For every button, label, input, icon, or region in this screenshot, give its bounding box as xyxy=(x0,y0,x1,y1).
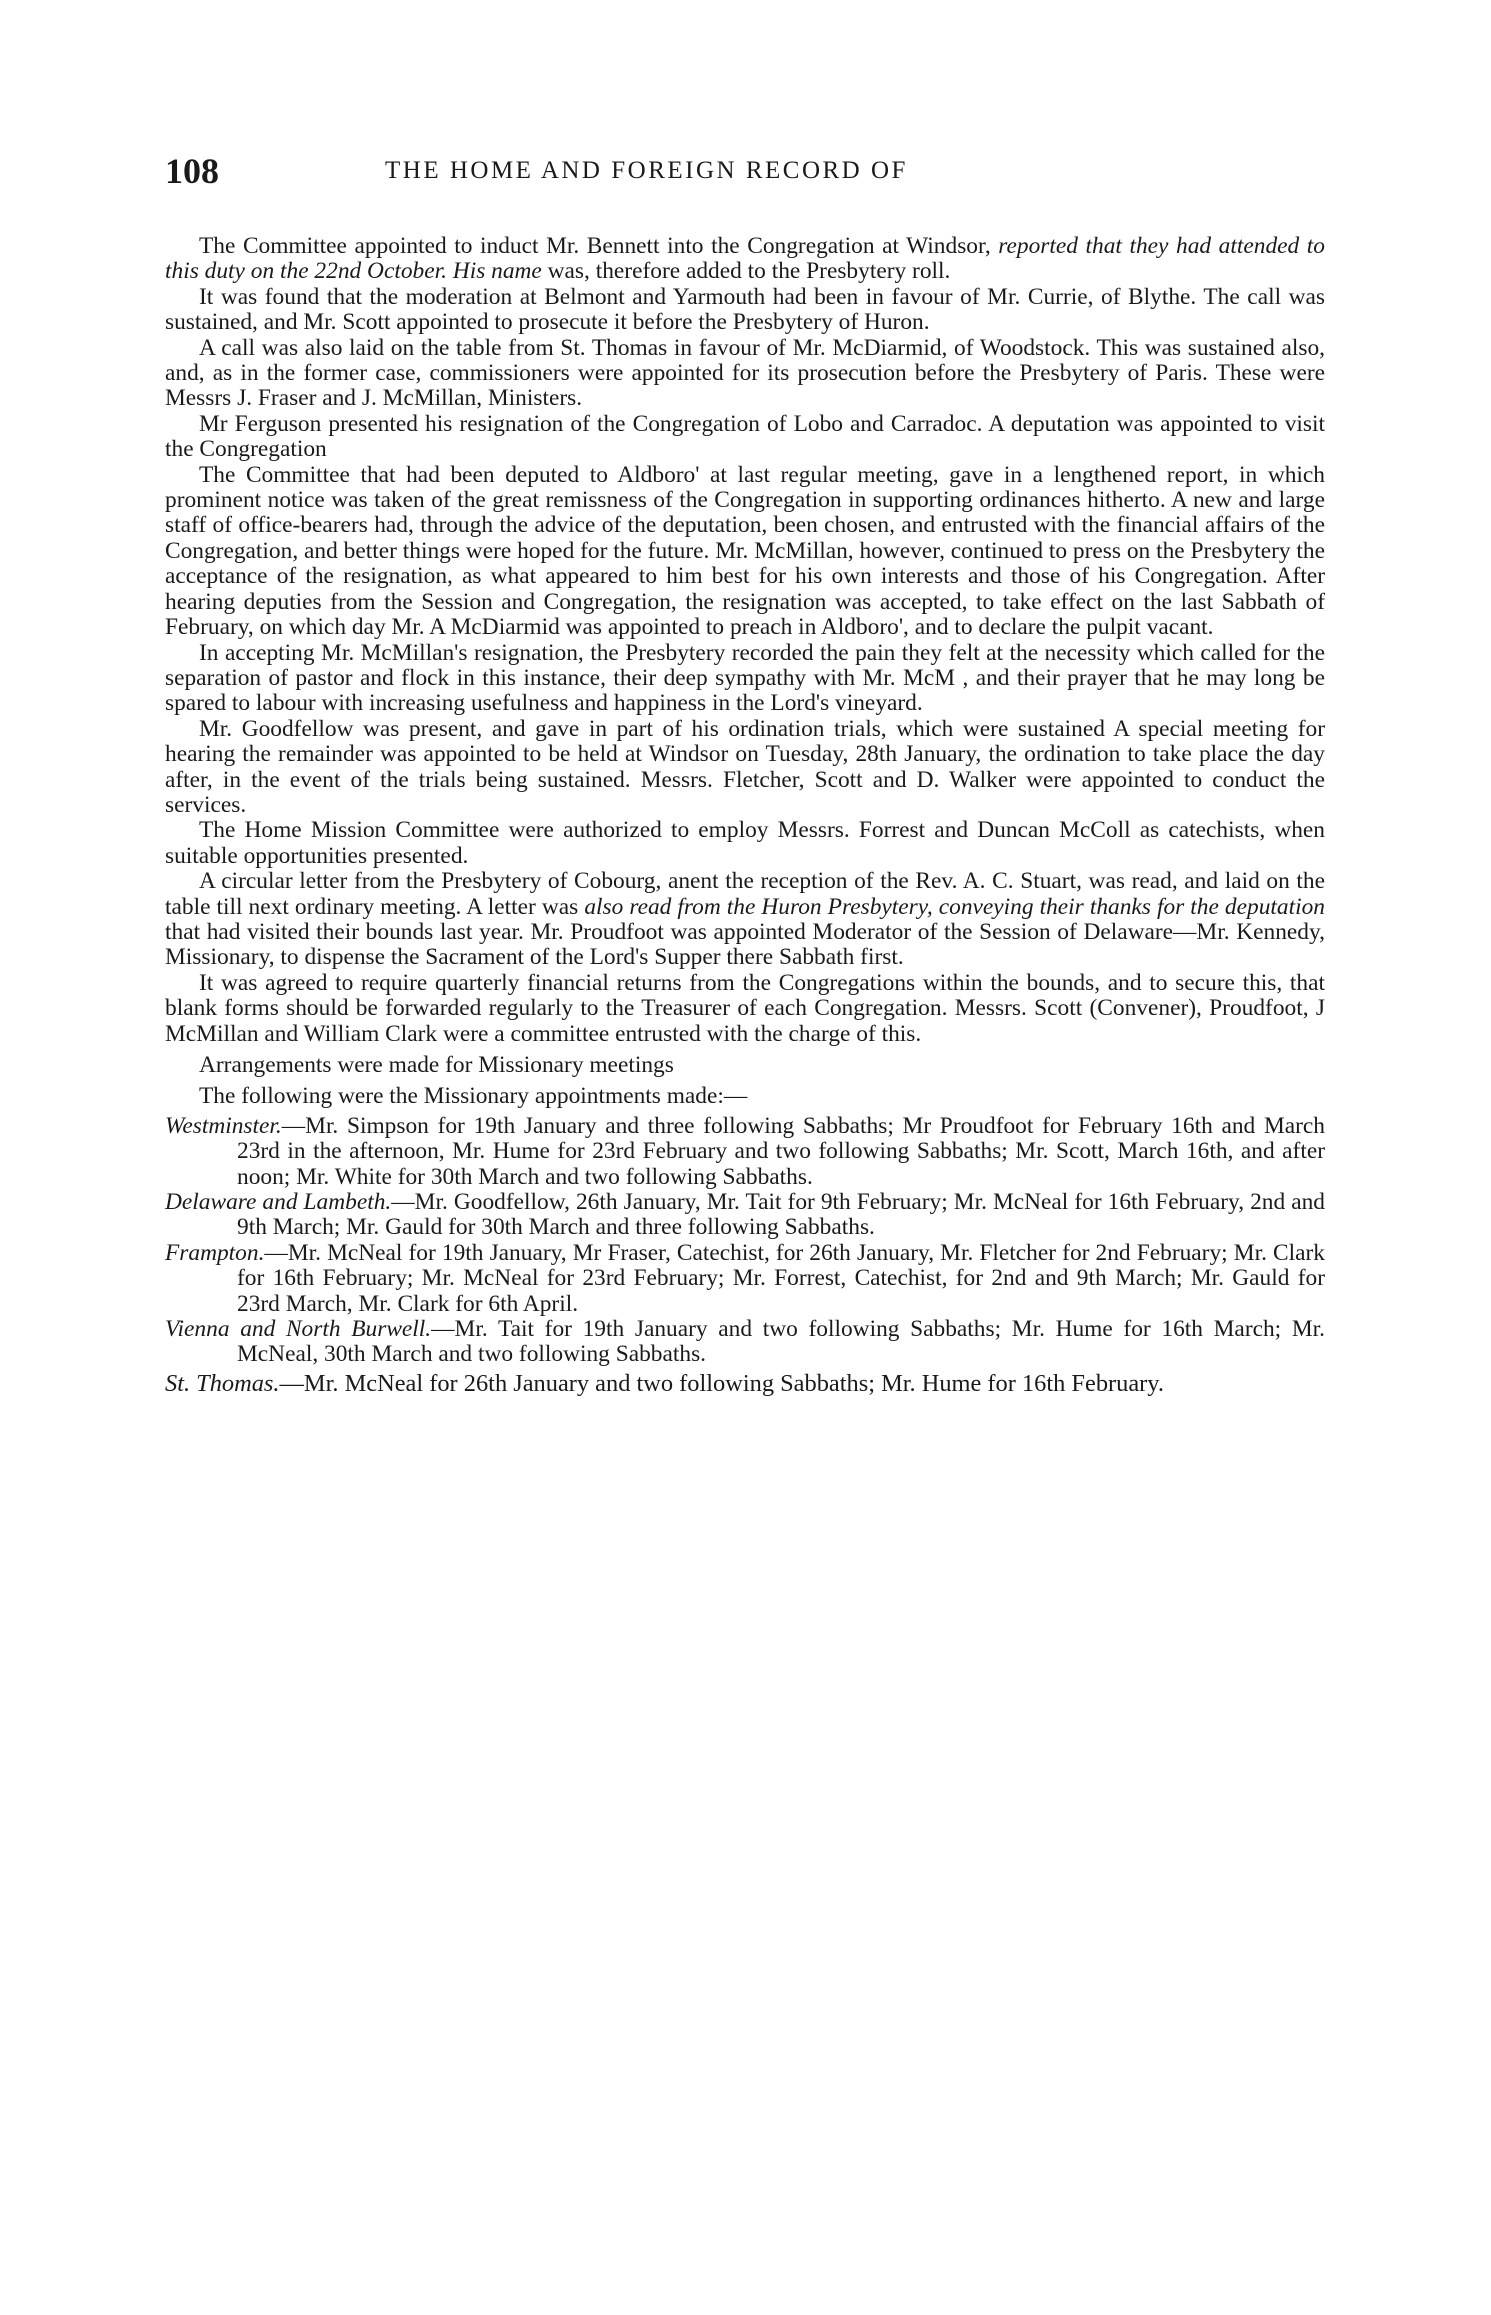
paragraph-mcmillan-resignation: In accepting Mr. McMillan's resignation, the Presbytery recorded the pain they felt at the necessity which called for the separation of pastor and flock in this instance, their deep sympathy with Mr. McM , and their prayer that he may long be spared to labour with increasing usefulness and happiness in the Lord's vineyard. xyxy=(165,639,1325,717)
appointment-place: Frampton. xyxy=(165,1239,265,1266)
appointment-text: —Mr. McNeal for 19th January, Mr Fraser, Catechist, for 26th January, Mr. Fletcher for 2nd February; Mr. Clark for 16th February; Mr. McNeal for 23rd February; Mr. Forrest, Catechist, for 2nd and 9th March; Mr. Gauld for 23rd March, Mr. Clark for 6th April. xyxy=(237,1239,1325,1317)
paragraph-text: was, therefore added to the Presbytery roll. xyxy=(541,258,951,285)
appointment-entry xyxy=(165,1241,1325,1317)
appointment-entry xyxy=(165,1370,1325,1397)
missionary-appointments-list xyxy=(165,1114,1325,1397)
presbytery-minutes xyxy=(165,234,1325,1110)
appointment-text: —Mr. Tait for 19th January and two following Sabbaths; Mr. Hume for 16th March; Mr. McNeal, 30th March and two following Sabbaths. xyxy=(237,1316,1326,1368)
running-title: THE HOME AND FOREIGN RECORD OF xyxy=(385,157,908,184)
paragraph-aldboro-report: The Committee that had been deputed to Aldboro' at last regular meeting, gave in a lengthened report, in which prominent notice was taken of the great remissness of the Congregation in supporting ordinances hitherto. A new and large staff of office-bearers had, through the advice of the deputation, been chosen, and entrusted with the financial affairs of the Congregation, and better things were hoped for the future. Mr. McMillan, however, continued to press on the Presbytery the acceptance of the resignation, as what appeared to him best for his own interests and those of his Congregation. After hearing deputies from the Session and Congregation, the resignation was accepted, to take effect on the last Sabbath of February, on which day Mr. A McDiarmid was appointed to preach in Aldboro', and to declare the pulpit vacant. xyxy=(165,461,1325,641)
running-head xyxy=(165,150,1325,200)
paragraph-missionary-meetings: Arrangements were made for Missionary meetings xyxy=(199,1052,674,1078)
paragraph-text: that had visited their bounds last year. Mr. Proudfoot was appointed Moderator of the Session of Delaware—Mr. Kennedy, Missionary, to dispense the Sacrament of the Lord's Supper there Sabbath first. xyxy=(165,918,1325,971)
appointment-text: —Mr. Goodfellow, 26th January, Mr. Tait for 9th February; Mr. McNeal for 16th February, 2nd and 9th March; Mr. Gauld for 30th March and three following Sabbaths. xyxy=(237,1189,1325,1241)
document-page xyxy=(165,150,1325,1397)
paragraph-goodfellow-trials: Mr. Goodfellow was present, and gave in part of his ordination trials, which were sustained A special meeting for hearing the remainder was appointed to be held at Windsor on Tuesday, 28th January, the ordination to take place the day after, in the event of the trials being sustained. Messrs. Fletcher, Scott and D. Walker were appointed to conduct the services. xyxy=(165,715,1325,818)
paragraph-ferguson-resignation: Mr Ferguson presented his resignation of the Congregation of Lobo and Carradoc. A deputation was appointed to visit the Congregation xyxy=(165,410,1325,463)
appointment-place: Vienna and North Burwell. xyxy=(165,1316,432,1343)
paragraph-financial-returns: It was agreed to require quarterly financial returns from the Congregations within the bounds, and to secure this, that blank forms should be forwarded regularly to the Treasurer of each Congregation. Messrs. Scott (Convener), Proudfoot, J McMillan and William Clark were a committee entrusted with the charge of this. xyxy=(165,969,1325,1047)
paragraph-circular-letter xyxy=(165,869,1325,971)
appointment-entry xyxy=(165,1114,1325,1190)
appointment-text: —Mr. McNeal for 26th January and two following Sabbaths; Mr. Hume for 16th February. xyxy=(279,1369,1164,1397)
page-number: 108 xyxy=(165,151,219,191)
paragraph-belmont-call: It was found that the moderation at Belmont and Yarmouth had been in favour of Mr. Currie, of Blythe. The call was sustained, and Mr. Scott appointed to prosecute it before the Presbytery of Huron. xyxy=(165,283,1325,336)
appointment-place: Westminster. xyxy=(165,1112,282,1139)
paragraph-appointments-intro: The following were the Missionary appointments made:— xyxy=(199,1083,748,1110)
appointment-entry xyxy=(165,1317,1325,1368)
paragraph-italic-text: reported that they had attended to this duty on the 22nd October. His name xyxy=(165,233,1325,285)
paragraph-windsor-induction xyxy=(165,234,1325,285)
paragraph-text: The Committee appointed to induct Mr. Bennett into the Congregation at Windsor, xyxy=(199,233,999,259)
appointment-place: St. Thomas. xyxy=(165,1369,280,1397)
paragraph-text: A circular letter from the Presbytery of Cobourg, anent the reception of the Rev. A. C. Stuart, was read, and laid on the table till next ordinary meeting. A letter was xyxy=(165,868,1325,920)
appointment-text: —Mr. Simpson for 19th January and three following Sabbaths; Mr Proudfoot for February 16th and March 23rd in the afternoon, Mr. Hume for 23rd February and two following Sabbaths; Mr. Scott, March 16th, and after noon; Mr. White for 30th March and two following Sabbaths. xyxy=(237,1112,1325,1190)
appointment-place: Delaware and Lambeth. xyxy=(165,1189,392,1216)
paragraph-st-thomas-call: A call was also laid on the table from St. Thomas in favour of Mr. McDiarmid, of Woodstock. This was sustained also, and, as in the former case, commissioners were appointed for its prosecution before the Presbytery of Paris. These were Messrs J. Fraser and J. McMillan, Ministers. xyxy=(165,334,1325,412)
paragraph-italic-text: also read from the Huron Presbytery, conveying their thanks for the deputation xyxy=(584,893,1325,920)
paragraph-home-mission: The Home Mission Committee were authorized to employ Messrs. Forrest and Duncan McColl as catechists, when suitable opportunities presented. xyxy=(165,817,1325,869)
appointment-entry xyxy=(165,1190,1325,1241)
